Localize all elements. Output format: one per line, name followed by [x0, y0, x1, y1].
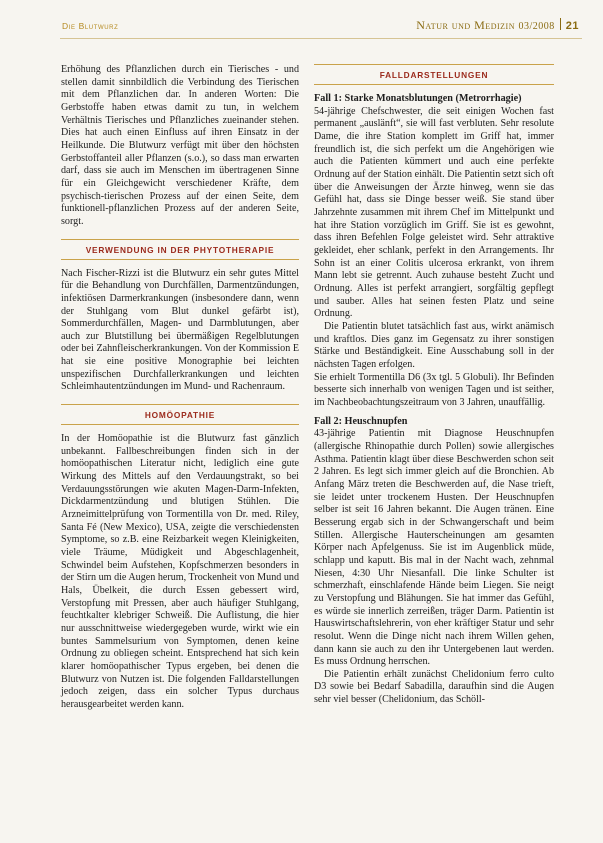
- case1-paragraph-3: Sie erhielt Tormentilla D6 (3x tgl. 5 Globuli). Ihr Befinden besserte sich innerhalb von wenigen Tagen und ist seither, im Nachbeobachtungszeitraum von 3 Jahren, unauffällig.: [314, 371, 554, 408]
- case1-title: Fall 1: Starke Monatsblutungen (Metrorrhagie): [314, 93, 522, 104]
- case2-paragraph-1: 43-jährige Patientin mit Diagnose Heuschnupfen (allergische Rhinopathie durch Pollen) sowie allergisches Asthma. Patientin klagt über diese Beschwerden schon seit 2 Jahren. Es legt sich immer gleich auf die Bronchien. Ab Anfang März treten die Beschwerden auf, die Nase trieft, sie leidet unter trockenem Husten. Der Heuschnupfen selber ist seit 16 Jahren bekannt. Die Augen tränen. Eine Besserung ergab sich in der Schwangerschaft und beim Stillen. Allergische Hauterscheinungen am gesamten Körper nach Apfelgenuss. Sie ist im Augenblick müde, schlapp und kaputt. Bis mal in der Nacht wach, zehnmal Niesen, 4:30 Uhr Niesanfall. Die linke Schulter ist schmerzhaft, einschlafende Hände beim Liegen. Sie neigt zu Verstopfung und Blähungen. Sie hat immer das Gefühl, es würde sie innerlich zerreißen, träger Darm. Patientin ist Hauswirtschaftslehrerin, von eher kräftiger Statur und sehr resolut. Wenn die Dinge nicht nach ihrem Willen gehen, dann kann sie auch zu den ihr Untergebenen laut werden. Es muss Ordnung herrschen.: [314, 428, 554, 668]
- case2-paragraph-2: Die Patientin erhält zunächst Chelidonium ferro culto D3 sowie bei Bedarf Sabadilla, daraufhin sind die Augen sehr viel besser (Chelidonium, das Schöll-: [314, 668, 554, 706]
- case1-paragraph-1: 54-jährige Chefschwester, die seit einigen Wochen fast permanent „auslänft“, sie will fast verbluten. Sehr resolute Dame, die ihre Station komplett im Griff hat, immer freundlich ist, die sich perfekt um die Angehörigen wie auch die Patienten kümmert und auch eine perfekte Ordnung auf der Station einhält. Die Patientin setzt sich oft über die Anweisungen der Ärzte hinweg, wenn sie das Gefühl hat, dass sie Dinge besser weiß. Sie stand über Jahrzehnte zusammen mit ihrem Chef im Mittelpunkt und hat ihre Station vorzüglich im Griff. Sie ist es gewohnt, dass ihren Befehlen Folge geleistet wird. Sehr attraktive gekleidet, eher schlank, perfekt in den Arrangements. Ihr Sohn ist an einer Colitis ulcerosa erkrankt, von ihrem Mann lebt sie getrennt. Auch zuhause besteht Zucht und Ordnung. Alles ist perfekt arrangiert, sorgfältig gepflegt und sauber. Alles hat seinen festen Platz und seine Ordnung.: [314, 105, 554, 320]
- left-column: [61, 64, 299, 712]
- header-separator: [560, 18, 561, 30]
- intro-paragraph: Erhöhung des Pflanzlichen durch ein Tierisches - und stellen damit sinnbildlich die Verbindung des Tierischen mit dem Pflanzlichen dar. In anderen Worten: Die Gerbstoffe haben etwas damit zu tun, in welchem Verhältnis Tierisches und Pflanzliches zueinander stehen. Dies hat auch einen Einfluss auf ihren Einsatz in der Heilkunde. Die Blutwurz verfügt mit über den höchsten Gerbstoffanteil aller Pflanzen (s.o.), so dass man erwarten darf, dass sie auch im Menschen im übertragenen Sinne für ein Gleichgewicht verschiedener Kräfte, dem psychisch-tierischen Prozess auf der einen Seite, dem funktionell-pflanzlichen Prozess auf der anderen Seite, sorgt.: [61, 64, 299, 227]
- running-title: Die Blutwurz: [62, 21, 119, 31]
- page-header: [0, 0, 603, 46]
- section-heading-homoeopathie: HOMÖOPATHIE: [61, 404, 299, 425]
- header-rule: [60, 38, 582, 39]
- case2-title: Fall 2: Heuschnupfen: [314, 415, 408, 427]
- homoeopathie-text: In der Homöopathie ist die Blutwurz fast gänzlich unbekannt. Fallbeschreibungen finden sich in der homöopathischen Literatur nicht, lediglich eine gute Wirkung des Mittels auf den Verdauungstrakt, so bei Verdauungsstörungen wie akuten Magen-Darm-Infekten, Dickdarmentzündung und blutigen Stühlen. Die Arzneimittelprüfung von Tormentilla von Dr. med. Riley, Santa Fé (New Mexico), USA, zeigte die verschiedensten Symptome, so z.B. eine Reizbarkeit wegen Kleinigkeiten, viele Träume, Müdigkeit und Abgeschlagenheit, Schwindel beim Aufstehen, Kopfschmerzen besonders in der Stirn um die Augen herum, Trockenheit von Mund und Hals, Übelkeit, die durch Essen gebessert wird, Verstopfung mit Pressen, aber auch häufiger Stuhlgang, feuchtkalter klebriger Schweiß. Die Auflistung, die hier nur ausschnittweise wiedergegeben wurde, wirkt wie ein buntes Sammelsurium von Symptomen, denen keine Ordnung zu obliegen scheint. Entsprechend hat sich kein klarer homöopathischer Typus ergeben, bei denen die Blutwurz von Nutzen ist. Die folgenden Falldarstellungen jedoch zeigen, dass ein solcher Typus durchaus herausgearbeitet werden kann.: [61, 433, 299, 710]
- phytotherapie-text: Nach Fischer-Rizzi ist die Blutwurz ein sehr gutes Mittel für die Behandlung von Durchfällen, Darmentzündungen, infektiösen Darmerkrankungen (insbesondere dann, wenn der Stuhlgang vom Blut dunkel gefärbt ist), Sommerdurchfällen, Magen- und Darmblutungen, aber auch zur Blutstillung bei übermäßigen Regelblutungen oder bei Zahnfleischerkrankungen. Von der Kommission E hat sie eine positive Monographie bei leichten unspezifischen Durchfallerkrankungen und leichten Schleimhautentzündungen im Mund- und Rachenraum.: [61, 267, 299, 393]
- journal-name: Natur und Medizin: [416, 18, 515, 32]
- right-column: [314, 64, 554, 707]
- journal-masthead: [416, 18, 579, 33]
- case1-paragraph-2: Die Patientin blutet tatsächlich fast aus, wirkt anämisch und kraftlos. Dies ganz im Gegensatz zu ihrer sonstigen Stärke und Beständigkeit. Eine Ausschabung soll in der nächsten Tagen erfolgen.: [314, 320, 554, 370]
- section-heading-falldarstellungen: FALLDARSTELLUNGEN: [314, 64, 554, 85]
- page-number: 21: [565, 20, 579, 32]
- issue-number: 03/2008: [518, 21, 555, 32]
- section-heading-phytotherapie: VERWENDUNG IN DER PHYTOTHERAPIE: [61, 239, 299, 260]
